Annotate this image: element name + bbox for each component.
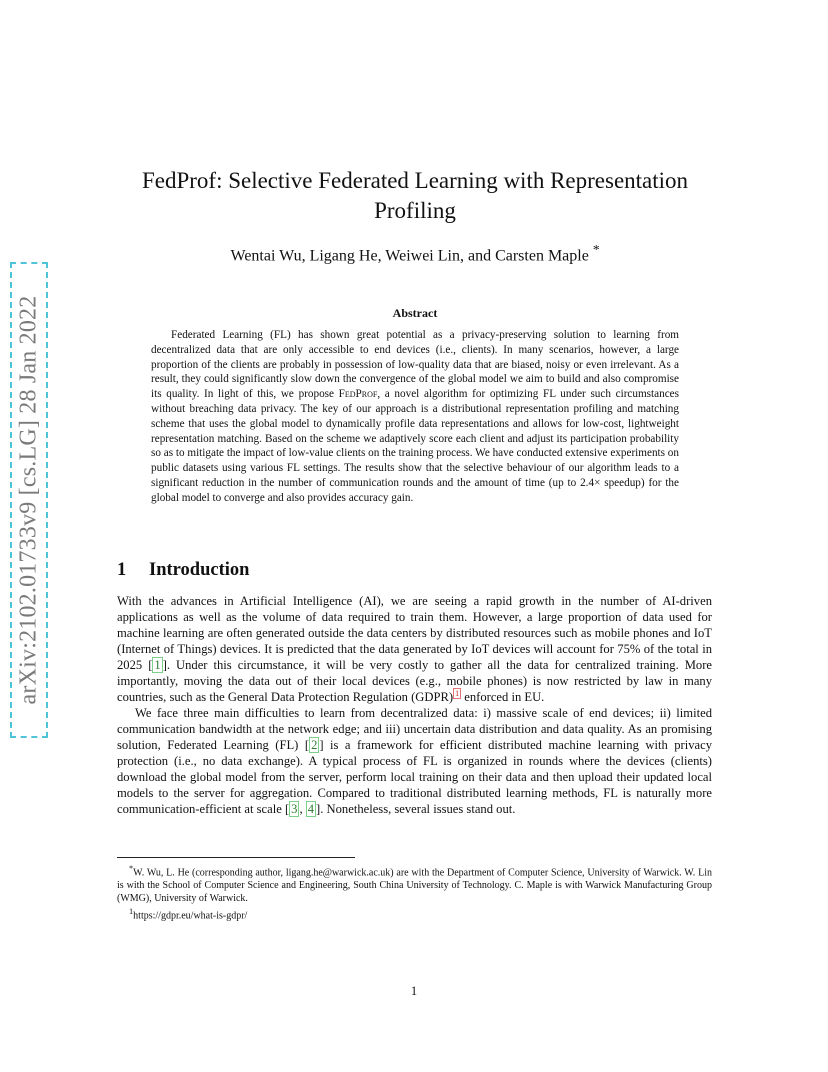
- arxiv-identifier: arXiv:2102.01733v9 [cs.LG] 28 Jan 2022: [15, 295, 42, 705]
- author-footnote-mark[interactable]: *: [592, 242, 600, 257]
- algorithm-name: FedProf: [338, 388, 378, 401]
- citation-link[interactable]: 4: [307, 802, 315, 816]
- introduction-body: [117, 593, 712, 817]
- footnote-link[interactable]: 1: [455, 688, 460, 698]
- author-footnote: [117, 862, 712, 905]
- section-heading: [117, 560, 249, 581]
- footnote-url[interactable]: https://gdpr.eu/what-is-gdpr/: [133, 910, 248, 922]
- author-names: Wentai Wu, Ligang He, Weiwei Lin, and Carsten Maple: [230, 247, 589, 265]
- citation-separator: ,: [299, 802, 306, 816]
- intro-text: With the advances in Artificial Intelligence (AI), we are seeing a rapid growth in the number of AI-driven applications as well as the volume of data required to train them. However, a large proportion of data used for machine learning are often generated outside the data centers by distributed resources such as mobile phones and IoT (Internet of Things) devices. It is predicted that the data generated by IoT devices will account for 75% of the total in 2025 [: [117, 594, 712, 672]
- section-title: Introduction: [149, 560, 250, 580]
- paper-title: FedProf: Selective Federated Learning with Representation Profiling: [141, 168, 689, 223]
- intro-paragraph-2: [117, 705, 712, 817]
- footnote-mark: 1: [129, 907, 134, 917]
- citation-link[interactable]: 2: [311, 738, 318, 752]
- intro-text: ] is a framework for efficient distributed machine learning with privacy protection (i.e., no data exchange). A typical process of FL is organized in rounds where the devices (clients) download the global model from the server, perform local training on their data and then upload their updated local models to the server for aggregation. Compared to traditional distributed learning methods, FL is naturally more communication-efficient at scale [: [117, 738, 712, 816]
- url-footnote: [117, 905, 712, 922]
- abstract-text-2: , a novel algorithm for optimizing FL under such circumstances without breaching data privacy. The key of our approach is a distributional representation profiling and matching scheme that uses the global model to dynamically profile data representations and allows for low-cost, lightweight representation matching. Based on the scheme we adaptively score each client and adjust its participation probability so as to mitigate the impact of low-value clients on the training process. We have conducted extensive experiments on public datasets using various FL settings. The results show that the selective behaviour of our algorithm leads to a significant reduction in the number of communication rounds and the amount of time (up to 2.4× speedup) for the global model to converge and also provides accuracy gain.: [151, 388, 679, 504]
- intro-paragraph-1: [117, 593, 712, 705]
- section-number: 1: [117, 560, 127, 580]
- author-footnote-text: W. Wu, L. He (corresponding author, ligang.he@warwick.ac.uk) are with the Department of Computer Science, University of Warwick. W. Lin is with the School of Computer Science and Engineering, South China University of Technology. C. Maple is with Warwick Manufacturing Group (WMG), University of Warwick.: [117, 867, 712, 905]
- abstract-body: [151, 328, 679, 506]
- intro-text: We face three main difficulties to learn from decentralized data: i) massive scale of end devices; ii) limited communication bandwidth at the network edge; and iii) uncertain data distribution and data quality. As an promising solution, Federated Learning (FL) [: [117, 706, 712, 752]
- footnote-rule: [117, 857, 355, 858]
- intro-text: ]. Under this circumstance, it will be very costly to gather all the data for centralized training. More importantly, moving the data out of their local devices (e.g., mobile phones) is now restricted by law in many countries, such as the General Data Protection Regulation (GDPR): [117, 658, 712, 704]
- citation-link[interactable]: 1: [154, 658, 161, 672]
- arxiv-stamp: [10, 262, 48, 738]
- footnotes: [117, 862, 712, 923]
- author-list: [120, 242, 710, 265]
- page-number: 1: [410, 984, 418, 998]
- citation-link[interactable]: 3: [291, 802, 298, 816]
- abstract-heading: Abstract: [392, 306, 438, 320]
- abstract-text-1: Federated Learning (FL) has shown great potential as a privacy-preserving solution to learning from decentralized data that are only accessible to end devices (i.e., clients). In many scenarios, however, a large proportion of the clients are probably in possession of low-quality data that are biased, noisy or even irrelevant. As a result, they could significantly slow down the convergence of the global model we aim to build and also compromise its quality. In light of this, we propose: [151, 329, 679, 401]
- intro-text: ]. Nonetheless, several issues stand out.: [316, 802, 516, 816]
- footnote-mark: *: [129, 864, 134, 873]
- intro-text: enforced in EU.: [461, 690, 545, 704]
